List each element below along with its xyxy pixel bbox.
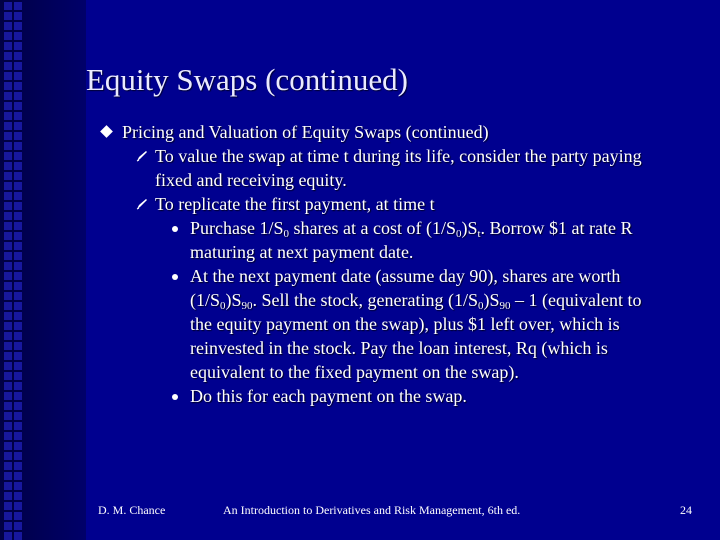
bullet-level2 — [100, 144, 660, 192]
bullet-text: To value the swap at time t during its life, consider the party paying fixed and receiving equity. — [155, 146, 642, 190]
checker-pattern — [2, 0, 22, 540]
diamond-bullet-icon — [100, 125, 113, 138]
pen-bullet-icon — [136, 198, 148, 210]
bullet-level3 — [100, 216, 660, 264]
bullet-level3 — [100, 264, 660, 384]
footer-author: D. M. Chance — [98, 503, 166, 517]
dot-bullet-icon — [172, 226, 178, 232]
bullet-level2 — [100, 192, 660, 216]
bullet-text: To replicate the first payment, at time t — [155, 194, 435, 214]
page-number: 24 — [680, 503, 692, 517]
bullet-text: Pricing and Valuation of Equity Swaps (continued) — [122, 122, 489, 142]
dot-bullet-icon — [172, 274, 178, 280]
left-decorative-strip — [0, 0, 86, 540]
bullet-level3 — [100, 384, 660, 408]
dot-bullet-icon — [172, 394, 178, 400]
slide-content — [100, 120, 660, 408]
bullet-text: Do this for each payment on the swap. — [190, 386, 467, 406]
bullet-text: Purchase $1/S_0$ shares at a cost of $(1/S_0)S_t$. Borrow $1 at rate R maturing at next payment date. — [190, 218, 633, 262]
slide-title: Equity Swaps (continued) — [86, 62, 409, 97]
bullet-text: At the next payment date (assume day 90), shares are worth $(1/S_0)S_{90}$. Sell the stock, generating $(1/S_0)S_{90} - 1$ (equivalent to the equity payment on the swap), plus $1 left over, which is reinvested in the stock. Pay the loan interest, Rq (which is equivalent to the fixed payment on the swap). — [190, 266, 642, 382]
bullet-level1 — [100, 120, 660, 144]
footer-book-title: An Introduction to Derivatives and Risk Management, 6th ed. — [223, 503, 521, 517]
pen-bullet-icon — [136, 150, 148, 162]
